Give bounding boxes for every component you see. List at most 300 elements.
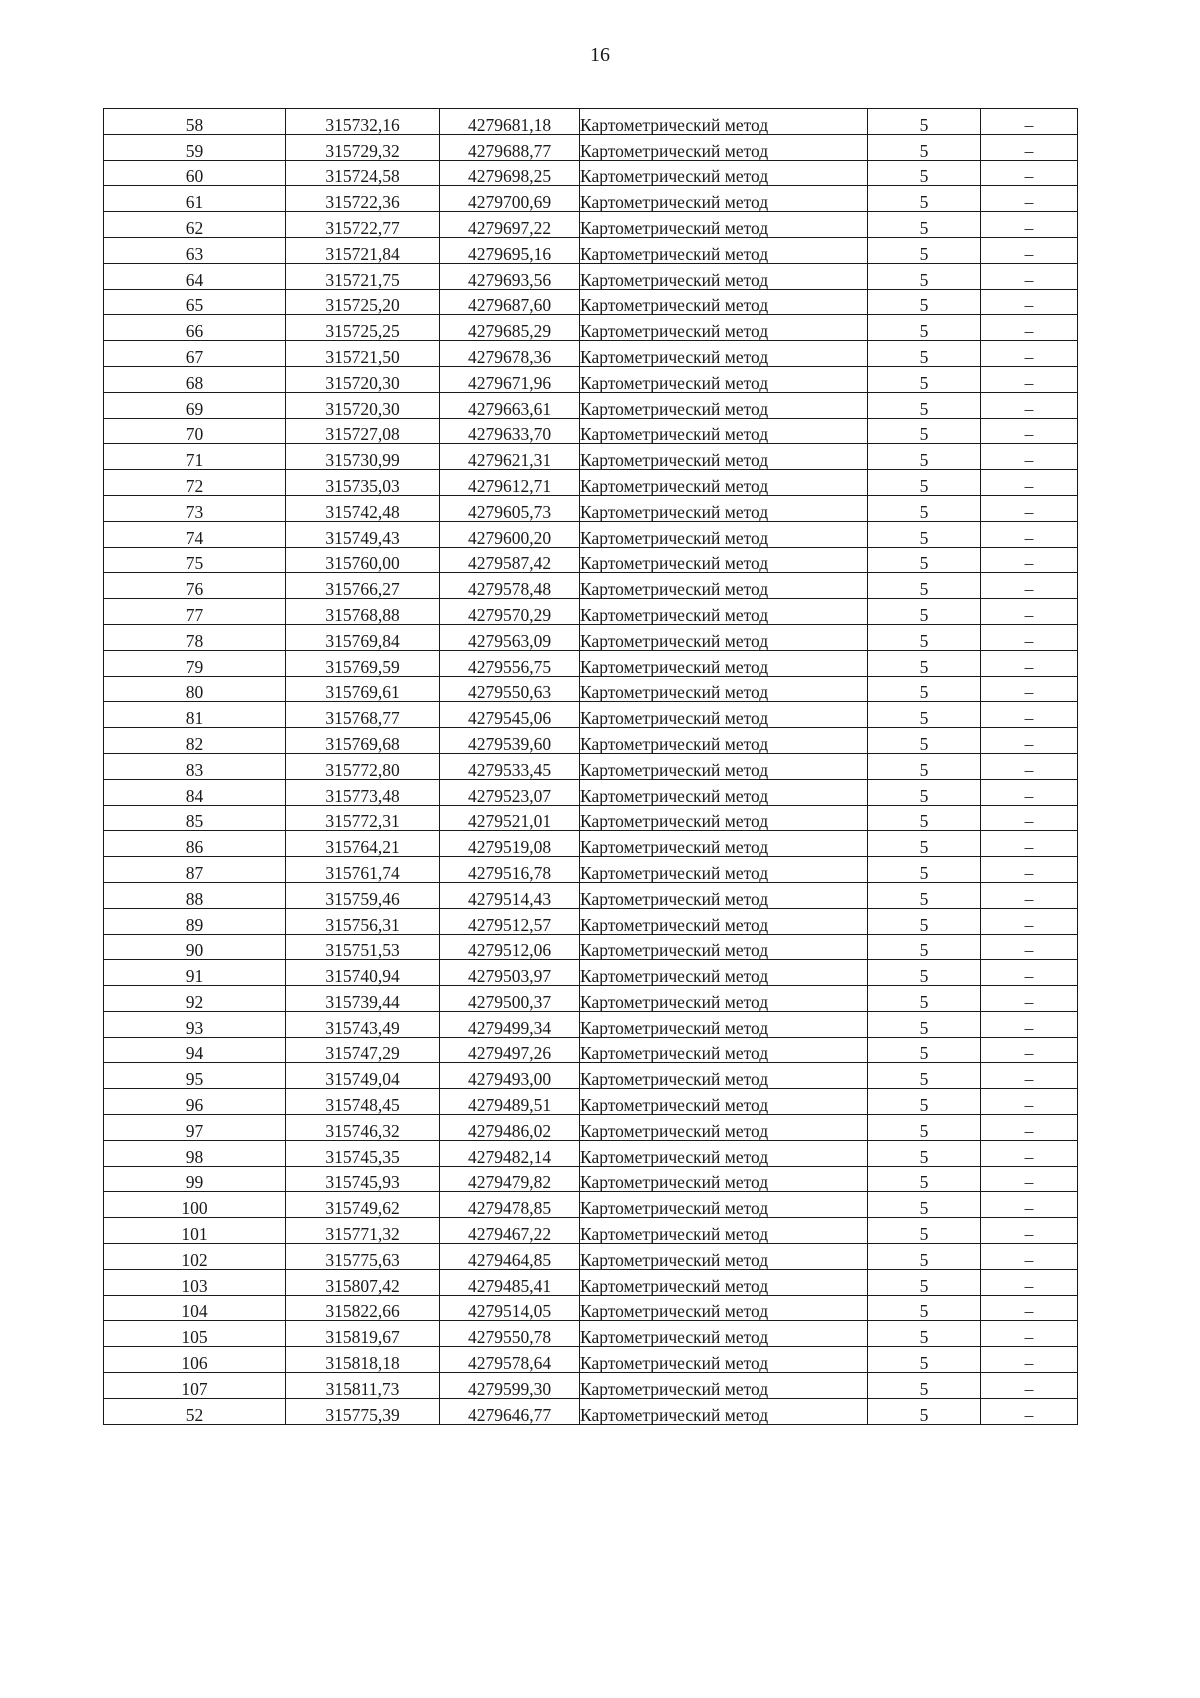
x-coordinate-cell: 315766,27: [286, 573, 440, 599]
table-row: [104, 650, 1078, 676]
x-coordinate-cell: 315740,94: [286, 960, 440, 986]
y-coordinate-cell: 4279671,96: [440, 366, 580, 392]
method-cell: Картометрический метод: [580, 392, 868, 418]
method-cell: Картометрический метод: [580, 1373, 868, 1399]
y-coordinate-cell: 4279497,26: [440, 1037, 580, 1063]
dash-cell: –: [981, 908, 1078, 934]
dash-cell: –: [981, 599, 1078, 625]
y-coordinate-cell: 4279681,18: [440, 109, 580, 135]
method-cell: Картометрический метод: [580, 1295, 868, 1321]
point-number-cell: 64: [104, 263, 286, 289]
y-coordinate-cell: 4279663,61: [440, 392, 580, 418]
method-cell: Картометрический метод: [580, 366, 868, 392]
table-row: [104, 779, 1078, 805]
y-coordinate-cell: 4279514,43: [440, 882, 580, 908]
accuracy-cell: 5: [868, 341, 981, 367]
accuracy-cell: 5: [868, 212, 981, 238]
x-coordinate-cell: 315721,75: [286, 263, 440, 289]
point-number-cell: 58: [104, 109, 286, 135]
table-row: [104, 341, 1078, 367]
accuracy-cell: 5: [868, 470, 981, 496]
accuracy-cell: 5: [868, 908, 981, 934]
accuracy-cell: 5: [868, 624, 981, 650]
x-coordinate-cell: 315807,42: [286, 1269, 440, 1295]
method-cell: Картометрический метод: [580, 263, 868, 289]
accuracy-cell: 5: [868, 1244, 981, 1270]
accuracy-cell: 5: [868, 263, 981, 289]
point-number-cell: 63: [104, 237, 286, 263]
point-number-cell: 106: [104, 1347, 286, 1373]
dash-cell: –: [981, 1192, 1078, 1218]
x-coordinate-cell: 315749,62: [286, 1192, 440, 1218]
y-coordinate-cell: 4279512,57: [440, 908, 580, 934]
method-cell: Картометрический метод: [580, 882, 868, 908]
method-cell: Картометрический метод: [580, 986, 868, 1012]
dash-cell: –: [981, 1295, 1078, 1321]
method-cell: Картометрический метод: [580, 1140, 868, 1166]
method-cell: Картометрический метод: [580, 547, 868, 573]
accuracy-cell: 5: [868, 1192, 981, 1218]
accuracy-cell: 5: [868, 676, 981, 702]
method-cell: Картометрический метод: [580, 470, 868, 496]
table-row: [104, 960, 1078, 986]
x-coordinate-cell: 315769,59: [286, 650, 440, 676]
accuracy-cell: 5: [868, 495, 981, 521]
x-coordinate-cell: 315745,93: [286, 1166, 440, 1192]
method-cell: Картометрический метод: [580, 599, 868, 625]
table-row: [104, 1011, 1078, 1037]
point-number-cell: 61: [104, 186, 286, 212]
point-number-cell: 73: [104, 495, 286, 521]
method-cell: Картометрический метод: [580, 109, 868, 135]
y-coordinate-cell: 4279512,06: [440, 934, 580, 960]
y-coordinate-cell: 4279587,42: [440, 547, 580, 573]
point-number-cell: 52: [104, 1398, 286, 1424]
dash-cell: –: [981, 779, 1078, 805]
method-cell: Картометрический метод: [580, 315, 868, 341]
point-number-cell: 102: [104, 1244, 286, 1270]
x-coordinate-cell: 315735,03: [286, 470, 440, 496]
y-coordinate-cell: 4279514,05: [440, 1295, 580, 1321]
method-cell: Картометрический метод: [580, 831, 868, 857]
x-coordinate-cell: 315819,67: [286, 1321, 440, 1347]
dash-cell: –: [981, 986, 1078, 1012]
accuracy-cell: 5: [868, 186, 981, 212]
point-number-cell: 67: [104, 341, 286, 367]
point-number-cell: 90: [104, 934, 286, 960]
method-cell: Картометрический метод: [580, 676, 868, 702]
dash-cell: –: [981, 341, 1078, 367]
table-row: [104, 728, 1078, 754]
y-coordinate-cell: 4279556,75: [440, 650, 580, 676]
dash-cell: –: [981, 650, 1078, 676]
point-number-cell: 95: [104, 1063, 286, 1089]
table-row: [104, 831, 1078, 857]
method-cell: Картометрический метод: [580, 857, 868, 883]
table-row: [104, 1321, 1078, 1347]
point-number-cell: 62: [104, 212, 286, 238]
x-coordinate-cell: 315742,48: [286, 495, 440, 521]
x-coordinate-cell: 315743,49: [286, 1011, 440, 1037]
x-coordinate-cell: 315764,21: [286, 831, 440, 857]
x-coordinate-cell: 315768,88: [286, 599, 440, 625]
dash-cell: –: [981, 547, 1078, 573]
point-number-cell: 98: [104, 1140, 286, 1166]
dash-cell: –: [981, 1244, 1078, 1270]
dash-cell: –: [981, 495, 1078, 521]
y-coordinate-cell: 4279693,56: [440, 263, 580, 289]
table-row: [104, 263, 1078, 289]
table-row: [104, 1269, 1078, 1295]
accuracy-cell: 5: [868, 289, 981, 315]
dash-cell: –: [981, 1140, 1078, 1166]
y-coordinate-cell: 4279467,22: [440, 1218, 580, 1244]
point-number-cell: 72: [104, 470, 286, 496]
method-cell: Картометрический метод: [580, 728, 868, 754]
y-coordinate-cell: 4279570,29: [440, 599, 580, 625]
table-row: [104, 1218, 1078, 1244]
x-coordinate-cell: 315772,80: [286, 753, 440, 779]
dash-cell: –: [981, 289, 1078, 315]
accuracy-cell: 5: [868, 160, 981, 186]
dash-cell: –: [981, 573, 1078, 599]
dash-cell: –: [981, 624, 1078, 650]
point-number-cell: 88: [104, 882, 286, 908]
dash-cell: –: [981, 212, 1078, 238]
table-row: [104, 315, 1078, 341]
table-row: [104, 547, 1078, 573]
y-coordinate-cell: 4279550,63: [440, 676, 580, 702]
y-coordinate-cell: 4279687,60: [440, 289, 580, 315]
dash-cell: –: [981, 186, 1078, 212]
dash-cell: –: [981, 1011, 1078, 1037]
x-coordinate-cell: 315769,61: [286, 676, 440, 702]
accuracy-cell: 5: [868, 1115, 981, 1141]
y-coordinate-cell: 4279486,02: [440, 1115, 580, 1141]
table-row: [104, 676, 1078, 702]
x-coordinate-cell: 315747,29: [286, 1037, 440, 1063]
accuracy-cell: 5: [868, 805, 981, 831]
accuracy-cell: 5: [868, 1166, 981, 1192]
point-number-cell: 68: [104, 366, 286, 392]
point-number-cell: 74: [104, 521, 286, 547]
dash-cell: –: [981, 521, 1078, 547]
table-row: [104, 882, 1078, 908]
point-number-cell: 75: [104, 547, 286, 573]
point-number-cell: 86: [104, 831, 286, 857]
point-number-cell: 93: [104, 1011, 286, 1037]
accuracy-cell: 5: [868, 1295, 981, 1321]
accuracy-cell: 5: [868, 1011, 981, 1037]
x-coordinate-cell: 315761,74: [286, 857, 440, 883]
point-number-cell: 92: [104, 986, 286, 1012]
y-coordinate-cell: 4279479,82: [440, 1166, 580, 1192]
table-row: [104, 1037, 1078, 1063]
y-coordinate-cell: 4279688,77: [440, 134, 580, 160]
table-row: [104, 495, 1078, 521]
point-number-cell: 103: [104, 1269, 286, 1295]
coordinates-table-body: [104, 109, 1078, 1425]
table-row: [104, 934, 1078, 960]
x-coordinate-cell: 315769,68: [286, 728, 440, 754]
dash-cell: –: [981, 728, 1078, 754]
accuracy-cell: 5: [868, 753, 981, 779]
accuracy-cell: 5: [868, 728, 981, 754]
table-row: [104, 753, 1078, 779]
dash-cell: –: [981, 934, 1078, 960]
y-coordinate-cell: 4279482,14: [440, 1140, 580, 1166]
method-cell: Картометрический метод: [580, 495, 868, 521]
point-number-cell: 82: [104, 728, 286, 754]
y-coordinate-cell: 4279685,29: [440, 315, 580, 341]
method-cell: Картометрический метод: [580, 934, 868, 960]
y-coordinate-cell: 4279539,60: [440, 728, 580, 754]
table-row: [104, 366, 1078, 392]
dash-cell: –: [981, 263, 1078, 289]
accuracy-cell: 5: [868, 521, 981, 547]
accuracy-cell: 5: [868, 547, 981, 573]
point-number-cell: 100: [104, 1192, 286, 1218]
x-coordinate-cell: 315748,45: [286, 1089, 440, 1115]
point-number-cell: 104: [104, 1295, 286, 1321]
dash-cell: –: [981, 366, 1078, 392]
y-coordinate-cell: 4279499,34: [440, 1011, 580, 1037]
y-coordinate-cell: 4279523,07: [440, 779, 580, 805]
y-coordinate-cell: 4279503,97: [440, 960, 580, 986]
accuracy-cell: 5: [868, 109, 981, 135]
x-coordinate-cell: 315759,46: [286, 882, 440, 908]
x-coordinate-cell: 315771,32: [286, 1218, 440, 1244]
table-row: [104, 599, 1078, 625]
point-number-cell: 99: [104, 1166, 286, 1192]
y-coordinate-cell: 4279516,78: [440, 857, 580, 883]
table-row: [104, 1115, 1078, 1141]
table-row: [104, 573, 1078, 599]
accuracy-cell: 5: [868, 573, 981, 599]
point-number-cell: 101: [104, 1218, 286, 1244]
method-cell: Картометрический метод: [580, 573, 868, 599]
table-row: [104, 1398, 1078, 1424]
method-cell: Картометрический метод: [580, 624, 868, 650]
dash-cell: –: [981, 882, 1078, 908]
accuracy-cell: 5: [868, 237, 981, 263]
method-cell: Картометрический метод: [580, 341, 868, 367]
y-coordinate-cell: 4279621,31: [440, 444, 580, 470]
accuracy-cell: 5: [868, 1037, 981, 1063]
x-coordinate-cell: 315729,32: [286, 134, 440, 160]
y-coordinate-cell: 4279500,37: [440, 986, 580, 1012]
x-coordinate-cell: 315722,36: [286, 186, 440, 212]
dash-cell: –: [981, 134, 1078, 160]
accuracy-cell: 5: [868, 934, 981, 960]
accuracy-cell: 5: [868, 366, 981, 392]
point-number-cell: 69: [104, 392, 286, 418]
y-coordinate-cell: 4279633,70: [440, 418, 580, 444]
dash-cell: –: [981, 702, 1078, 728]
y-coordinate-cell: 4279646,77: [440, 1398, 580, 1424]
point-number-cell: 79: [104, 650, 286, 676]
method-cell: Картометрический метод: [580, 702, 868, 728]
x-coordinate-cell: 315768,77: [286, 702, 440, 728]
table-row: [104, 1140, 1078, 1166]
accuracy-cell: 5: [868, 831, 981, 857]
y-coordinate-cell: 4279550,78: [440, 1321, 580, 1347]
accuracy-cell: 5: [868, 1398, 981, 1424]
point-number-cell: 81: [104, 702, 286, 728]
x-coordinate-cell: 315772,31: [286, 805, 440, 831]
dash-cell: –: [981, 470, 1078, 496]
y-coordinate-cell: 4279698,25: [440, 160, 580, 186]
method-cell: Картометрический метод: [580, 186, 868, 212]
table-row: [104, 186, 1078, 212]
dash-cell: –: [981, 1218, 1078, 1244]
x-coordinate-cell: 315725,25: [286, 315, 440, 341]
x-coordinate-cell: 315749,04: [286, 1063, 440, 1089]
point-number-cell: 65: [104, 289, 286, 315]
y-coordinate-cell: 4279678,36: [440, 341, 580, 367]
y-coordinate-cell: 4279485,41: [440, 1269, 580, 1295]
table-row: [104, 1373, 1078, 1399]
x-coordinate-cell: 315751,53: [286, 934, 440, 960]
dash-cell: –: [981, 1063, 1078, 1089]
point-number-cell: 59: [104, 134, 286, 160]
accuracy-cell: 5: [868, 1089, 981, 1115]
method-cell: Картометрический метод: [580, 1398, 868, 1424]
x-coordinate-cell: 315745,35: [286, 1140, 440, 1166]
y-coordinate-cell: 4279578,64: [440, 1347, 580, 1373]
accuracy-cell: 5: [868, 960, 981, 986]
dash-cell: –: [981, 109, 1078, 135]
method-cell: Картометрический метод: [580, 779, 868, 805]
point-number-cell: 77: [104, 599, 286, 625]
y-coordinate-cell: 4279478,85: [440, 1192, 580, 1218]
table-row: [104, 237, 1078, 263]
point-number-cell: 91: [104, 960, 286, 986]
x-coordinate-cell: 315720,30: [286, 366, 440, 392]
accuracy-cell: 5: [868, 1347, 981, 1373]
dash-cell: –: [981, 960, 1078, 986]
y-coordinate-cell: 4279493,00: [440, 1063, 580, 1089]
method-cell: Картометрический метод: [580, 650, 868, 676]
method-cell: Картометрический метод: [580, 1089, 868, 1115]
accuracy-cell: 5: [868, 986, 981, 1012]
y-coordinate-cell: 4279695,16: [440, 237, 580, 263]
x-coordinate-cell: 315721,84: [286, 237, 440, 263]
coordinates-table: [103, 108, 1078, 1425]
point-number-cell: 85: [104, 805, 286, 831]
y-coordinate-cell: 4279600,20: [440, 521, 580, 547]
x-coordinate-cell: 315739,44: [286, 986, 440, 1012]
accuracy-cell: 5: [868, 1321, 981, 1347]
point-number-cell: 97: [104, 1115, 286, 1141]
accuracy-cell: 5: [868, 315, 981, 341]
dash-cell: –: [981, 1115, 1078, 1141]
dash-cell: –: [981, 1373, 1078, 1399]
x-coordinate-cell: 315811,73: [286, 1373, 440, 1399]
y-coordinate-cell: 4279464,85: [440, 1244, 580, 1270]
table-row: [104, 134, 1078, 160]
dash-cell: –: [981, 315, 1078, 341]
method-cell: Картометрический метод: [580, 908, 868, 934]
method-cell: Картометрический метод: [580, 1063, 868, 1089]
y-coordinate-cell: 4279563,09: [440, 624, 580, 650]
y-coordinate-cell: 4279578,48: [440, 573, 580, 599]
table-row: [104, 444, 1078, 470]
method-cell: Картометрический метод: [580, 289, 868, 315]
point-number-cell: 71: [104, 444, 286, 470]
table-row: [104, 212, 1078, 238]
table-row: [104, 160, 1078, 186]
accuracy-cell: 5: [868, 1063, 981, 1089]
accuracy-cell: 5: [868, 779, 981, 805]
point-number-cell: 87: [104, 857, 286, 883]
point-number-cell: 84: [104, 779, 286, 805]
table-row: [104, 702, 1078, 728]
table-row: [104, 1244, 1078, 1270]
point-number-cell: 94: [104, 1037, 286, 1063]
table-row: [104, 392, 1078, 418]
method-cell: Картометрический метод: [580, 418, 868, 444]
x-coordinate-cell: 315749,43: [286, 521, 440, 547]
method-cell: Картометрический метод: [580, 237, 868, 263]
accuracy-cell: 5: [868, 857, 981, 883]
accuracy-cell: 5: [868, 418, 981, 444]
method-cell: Картометрический метод: [580, 753, 868, 779]
method-cell: Картометрический метод: [580, 1037, 868, 1063]
x-coordinate-cell: 315746,32: [286, 1115, 440, 1141]
method-cell: Картометрический метод: [580, 212, 868, 238]
method-cell: Картометрический метод: [580, 1166, 868, 1192]
y-coordinate-cell: 4279599,30: [440, 1373, 580, 1399]
y-coordinate-cell: 4279489,51: [440, 1089, 580, 1115]
table-row: [104, 805, 1078, 831]
method-cell: Картометрический метод: [580, 1244, 868, 1270]
point-number-cell: 76: [104, 573, 286, 599]
method-cell: Картометрический метод: [580, 160, 868, 186]
point-number-cell: 78: [104, 624, 286, 650]
y-coordinate-cell: 4279533,45: [440, 753, 580, 779]
dash-cell: –: [981, 160, 1078, 186]
point-number-cell: 66: [104, 315, 286, 341]
accuracy-cell: 5: [868, 134, 981, 160]
dash-cell: –: [981, 1166, 1078, 1192]
table-row: [104, 1166, 1078, 1192]
point-number-cell: 96: [104, 1089, 286, 1115]
accuracy-cell: 5: [868, 444, 981, 470]
point-number-cell: 80: [104, 676, 286, 702]
page-number: 16: [590, 44, 610, 66]
method-cell: Картометрический метод: [580, 1115, 868, 1141]
y-coordinate-cell: 4279545,06: [440, 702, 580, 728]
dash-cell: –: [981, 237, 1078, 263]
x-coordinate-cell: 315727,08: [286, 418, 440, 444]
accuracy-cell: 5: [868, 1373, 981, 1399]
method-cell: Картометрический метод: [580, 1269, 868, 1295]
table-row: [104, 624, 1078, 650]
accuracy-cell: 5: [868, 650, 981, 676]
point-number-cell: 70: [104, 418, 286, 444]
method-cell: Картометрический метод: [580, 134, 868, 160]
y-coordinate-cell: 4279519,08: [440, 831, 580, 857]
method-cell: Картометрический метод: [580, 1347, 868, 1373]
point-number-cell: 83: [104, 753, 286, 779]
method-cell: Картометрический метод: [580, 960, 868, 986]
table-row: [104, 1347, 1078, 1373]
y-coordinate-cell: 4279605,73: [440, 495, 580, 521]
table-row: [104, 986, 1078, 1012]
point-number-cell: 105: [104, 1321, 286, 1347]
dash-cell: –: [981, 1037, 1078, 1063]
